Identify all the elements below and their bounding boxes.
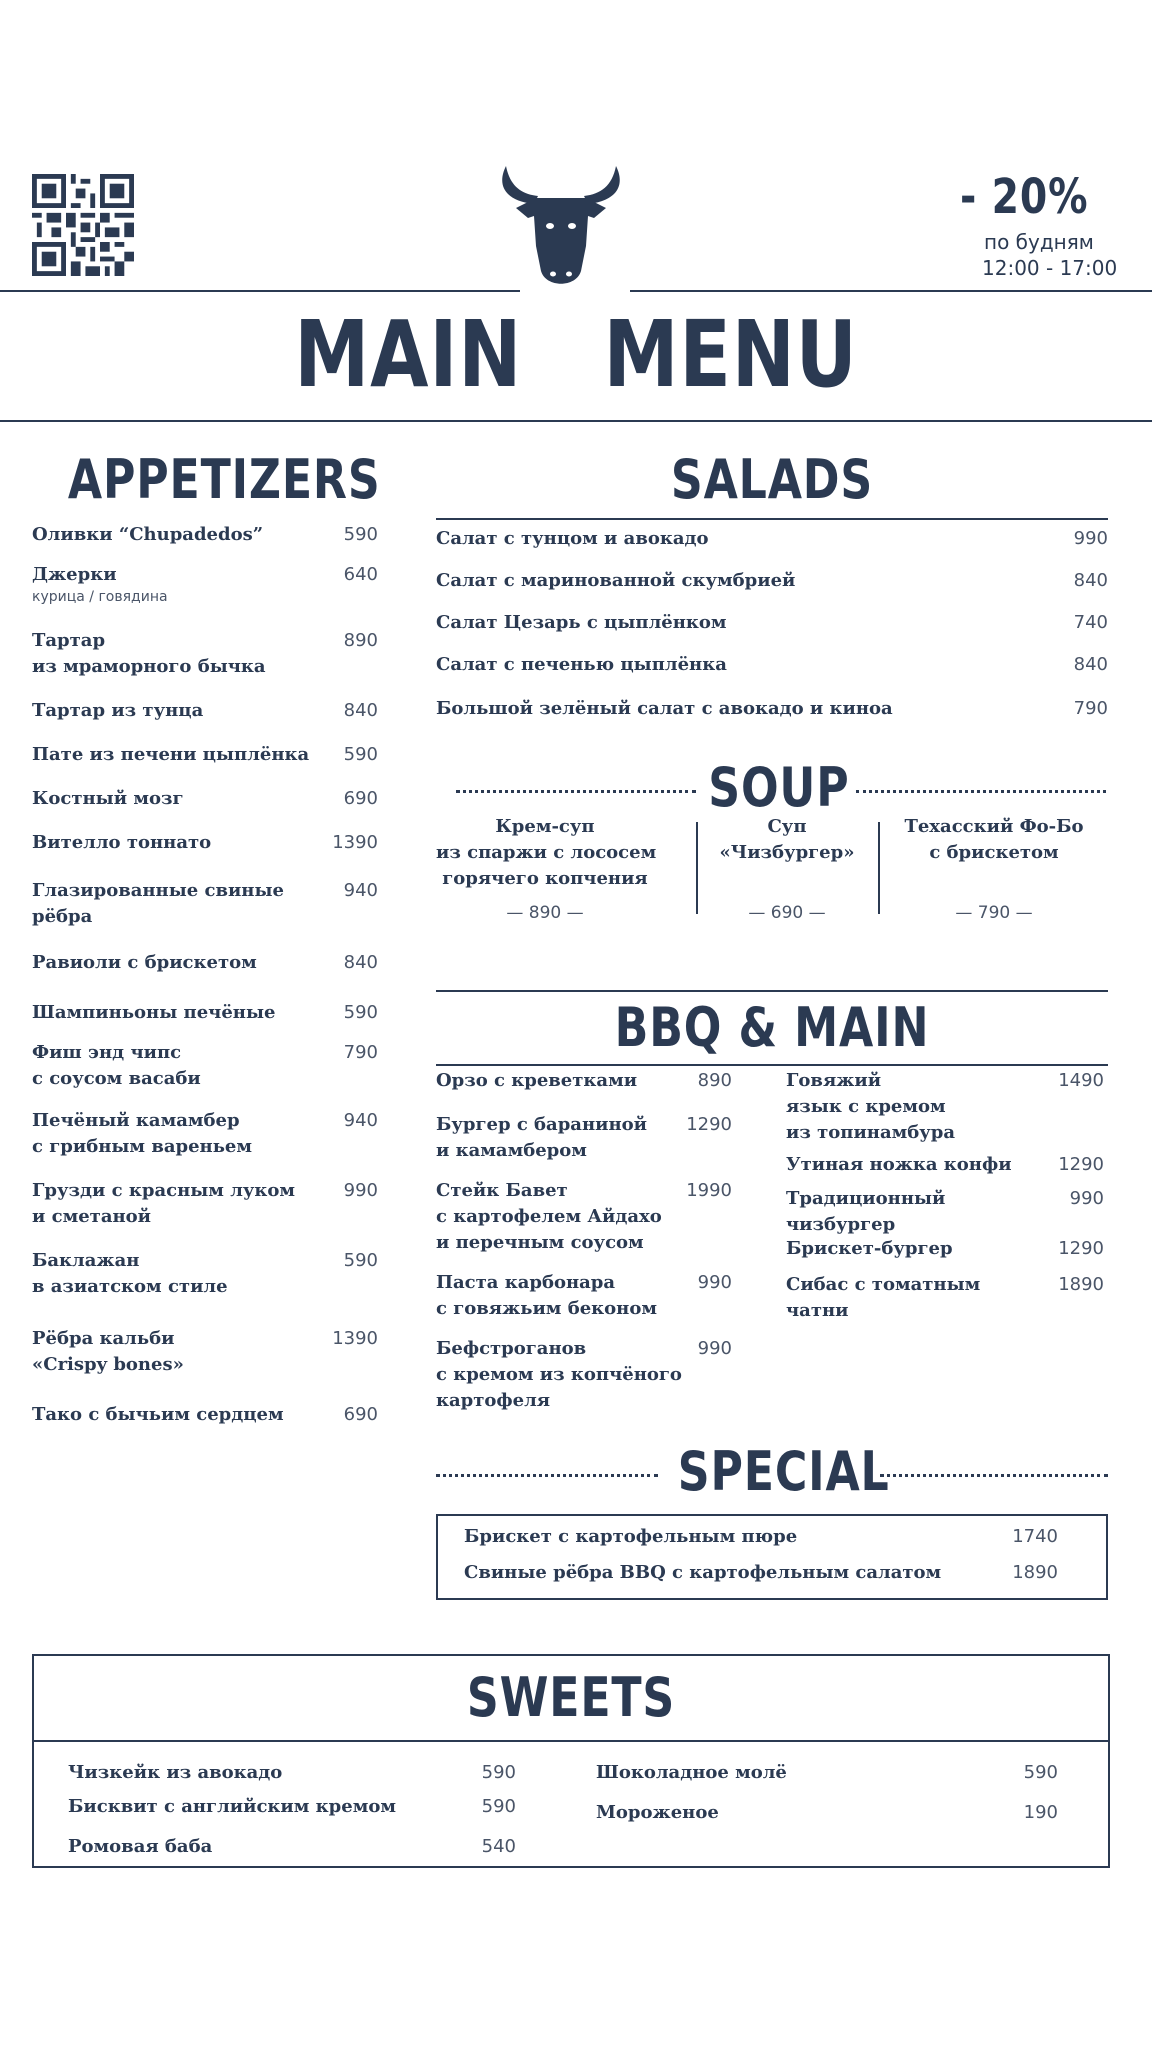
sweet-price: 190 [1023,1802,1058,1823]
appetizer-price: 690 [343,788,378,809]
special-heading: SPECIAL [677,1440,890,1503]
appetizer-price: 940 [343,880,378,901]
appetizer-name: Костный мозг [32,788,184,809]
special-price: 1740 [1012,1526,1058,1547]
salads-heading: SALADS [670,448,874,511]
appetizer-price: 590 [343,744,378,765]
special-price: 1890 [1012,1562,1058,1583]
bbq-item-name: Бефстроганов с кремом из копчёного картофеля [436,1338,682,1411]
bbq-item-name: Брискет-бургер [786,1238,953,1259]
promo-discount: - 20% [960,169,1089,225]
appetizer-price: 790 [343,1042,378,1063]
bbq-item-name: Паста карбонара с говяжьим беконом [436,1272,657,1319]
sweet-name: Шоколадное молё [596,1762,787,1783]
appetizer-price: 590 [343,1250,378,1271]
bbq-item-price: 1290 [686,1114,732,1135]
special-dots-left [436,1474,658,1477]
salad-price: 840 [1073,570,1108,591]
qr-code-icon [32,174,134,276]
bbq-item-price: 1890 [1058,1274,1104,1295]
sweet-name: Ромовая баба [68,1836,213,1857]
appetizers-heading: APPETIZERS [67,448,381,511]
appetizer-price: 890 [343,630,378,651]
page-title: MAIN MENU [294,301,858,408]
salad-price: 840 [1073,654,1108,675]
bbq-item-name: Традиционный чизбургер [786,1188,946,1235]
appetizer-price: 840 [343,952,378,973]
salad-price: 990 [1073,528,1108,549]
appetizer-name: Глазированные свиные рёбра [32,880,284,927]
sweet-price: 590 [481,1796,516,1817]
salad-name: Салат с маринованной скумбрией [436,570,796,591]
appetizer-price: 1390 [332,1328,378,1349]
appetizer-name: Фиш энд чипс с соусом васаби [32,1042,201,1089]
bbq-item-price: 1990 [686,1180,732,1201]
sweets-divider [32,1740,1110,1742]
appetizer-price: 590 [343,524,378,545]
appetizer-name: Печёный камамбер с грибным вареньем [32,1110,253,1157]
bbq-item-price: 1290 [1058,1154,1104,1175]
bbq-heading: BBQ & MAIN [614,996,930,1059]
bbq-item-name: Стейк Бавет с картофелем Айдахо и перечным соусом [436,1180,662,1253]
soup-dots-right [856,790,1106,793]
soup-price: — 690 — [748,903,826,923]
appetizer-name: Рёбра кальби «Crispy bones» [32,1328,184,1375]
salads-divider [436,518,1108,520]
header-divider-right [630,290,1152,292]
sweet-price: 590 [481,1762,516,1783]
bbq-item-name: Сибас с томатным чатни [786,1274,981,1321]
salad-name: Салат с печенью цыплёнка [436,654,727,675]
bbq-item-price: 1290 [1058,1238,1104,1259]
bbq-divider-top [436,990,1108,992]
appetizer-name: Оливки “Chupadedos” [32,524,264,545]
appetizer-price: 690 [343,1404,378,1425]
bbq-item-name: Бургер с бараниной и камамбером [436,1114,648,1161]
salad-price: 740 [1073,612,1108,633]
soup-name: Суп «Чизбургер» [719,816,855,863]
bbq-item-price: 1490 [1058,1070,1104,1091]
soup-heading: SOUP [708,756,850,819]
soup-name: Техасский Фо-Бо с брискетом [904,816,1084,863]
appetizer-name: Равиоли с брискетом [32,952,257,973]
appetizer-name: Тартар из тунца [32,700,204,721]
appetizer-name: Тартар из мраморного бычка [32,630,266,677]
appetizer-price: 990 [343,1180,378,1201]
bbq-item-price: 990 [697,1272,732,1293]
special-name: Свиные рёбра BBQ с картофельным салатом [464,1562,942,1583]
bbq-item-price: 990 [1069,1188,1104,1209]
appetizer-name: Тако с бычьим сердцем [32,1404,284,1425]
sweet-price: 540 [481,1836,516,1857]
salad-name: Большой зелёный салат с авокадо и киноа [436,698,893,719]
appetizer-name: Баклажан в азиатском стиле [32,1250,228,1297]
soup-name: Крем-суп из спаржи с лососем горячего копчения [436,816,657,889]
appetizer-price: 940 [343,1110,378,1131]
appetizer-name: Пате из печени цыплёнка [32,744,310,765]
salad-name: Салат Цезарь с цыплёнком [436,612,727,633]
bbq-item-name: Говяжий язык с кремом из топинамбура [786,1070,956,1143]
title-divider [0,420,1152,422]
appetizer-price: 1390 [332,832,378,853]
sweet-name: Мороженое [596,1802,719,1823]
appetizer-price: 840 [343,700,378,721]
soup-dots-left [456,790,696,793]
salad-price: 790 [1073,698,1108,719]
header-divider-left [0,290,520,292]
special-name: Брискет с картофельным пюре [464,1526,798,1547]
appetizer-price: 590 [343,1002,378,1023]
appetizer-price: 640 [343,564,378,585]
bbq-item-price: 990 [697,1338,732,1359]
sweets-heading: SWEETS [466,1666,676,1729]
appetizer-note: курица / говядина [32,589,168,605]
appetizer-name: Шампиньоны печёные [32,1002,276,1023]
appetizer-name: Грузди с красным луком и сметаной [32,1180,296,1227]
bbq-item-name: Орзо с креветками [436,1070,638,1091]
appetizer-name: Вителло тоннато [32,832,212,853]
soup-price: — 790 — [955,903,1033,923]
salad-name: Салат с тунцом и авокадо [436,528,709,549]
bbq-item-name: Утиная ножка конфи [786,1154,1012,1175]
sweet-price: 590 [1023,1762,1058,1783]
bbq-divider-bottom [436,1064,1108,1066]
promo-hours: 12:00 - 17:00 [982,256,1118,280]
promo-days: по будням [984,230,1094,254]
soup-price: — 890 — [506,903,584,923]
special-dots-right [880,1474,1108,1477]
bull-head-logo-icon [486,146,636,296]
sweet-name: Чизкейк из авокадо [68,1762,283,1783]
bbq-item-price: 890 [697,1070,732,1091]
sweet-name: Бисквит с английским кремом [68,1796,396,1817]
appetizer-name: Джерки [32,564,117,585]
